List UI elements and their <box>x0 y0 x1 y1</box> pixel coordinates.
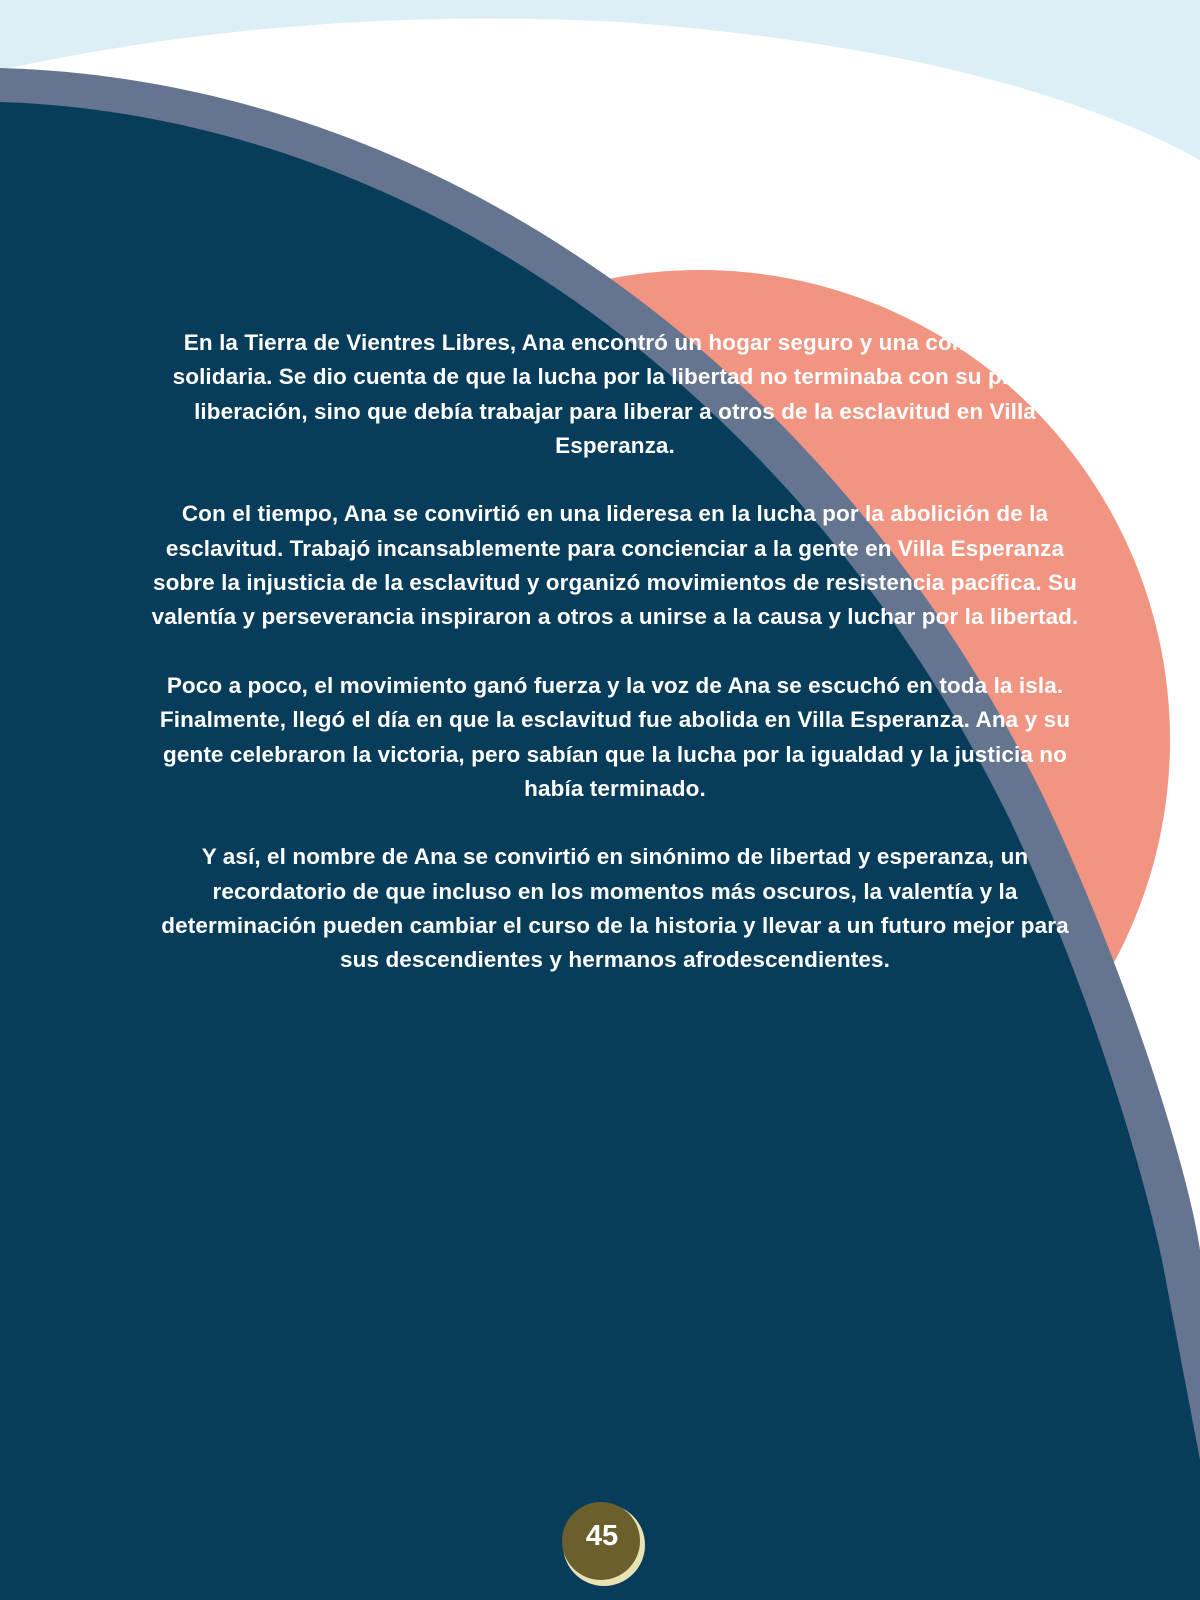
page-number-badge <box>557 1499 647 1589</box>
page-number: 45 <box>585 1520 619 1552</box>
story-paragraph-2: Con el tiempo, Ana se convirtió en una lideresa en la lucha por la abolición de la esclavitud. Trabajó incansablemente para concienciar a la gente en Villa Esperanza sobre la injusticia de la esclavitud y organizó movimientos de resistencia pacífica. Su valentía y perseverancia inspiraron a otros a unirse a la causa y luchar por la libertad. <box>151 501 1079 630</box>
story-paragraph-1: En la Tierra de Vientres Libres, Ana encontró un hogar seguro y una comunidad solidaria. Se dio cuenta de que la lucha por la libertad no terminaba con su propia liberación, sino que debía trabajar para liberar a otros de la esclavitud en Villa Esperanza. <box>172 330 1058 458</box>
story-text <box>140 326 1090 1012</box>
story-paragraph-3: Poco a poco, el movimiento ganó fuerza y la voz de Ana se escuchó en toda la isla. Finalmente, llegó el día en que la esclavitud fue abolida en Villa Esperanza. Ana y su gente celebraron la victoria, pero sabían que la lucha por la igualdad y la justicia no había terminado. <box>159 672 1071 801</box>
story-paragraph-4: Y así, el nombre de Ana se convirtió en sinónimo de libertad y esperanza, un recordatorio de que incluso en los momentos más oscuros, la valentía y la determinación pueden cambiar el curso de la historia y llevar a un futuro mejor para sus descendientes y hermanos afrodescendientes. <box>161 844 1069 973</box>
